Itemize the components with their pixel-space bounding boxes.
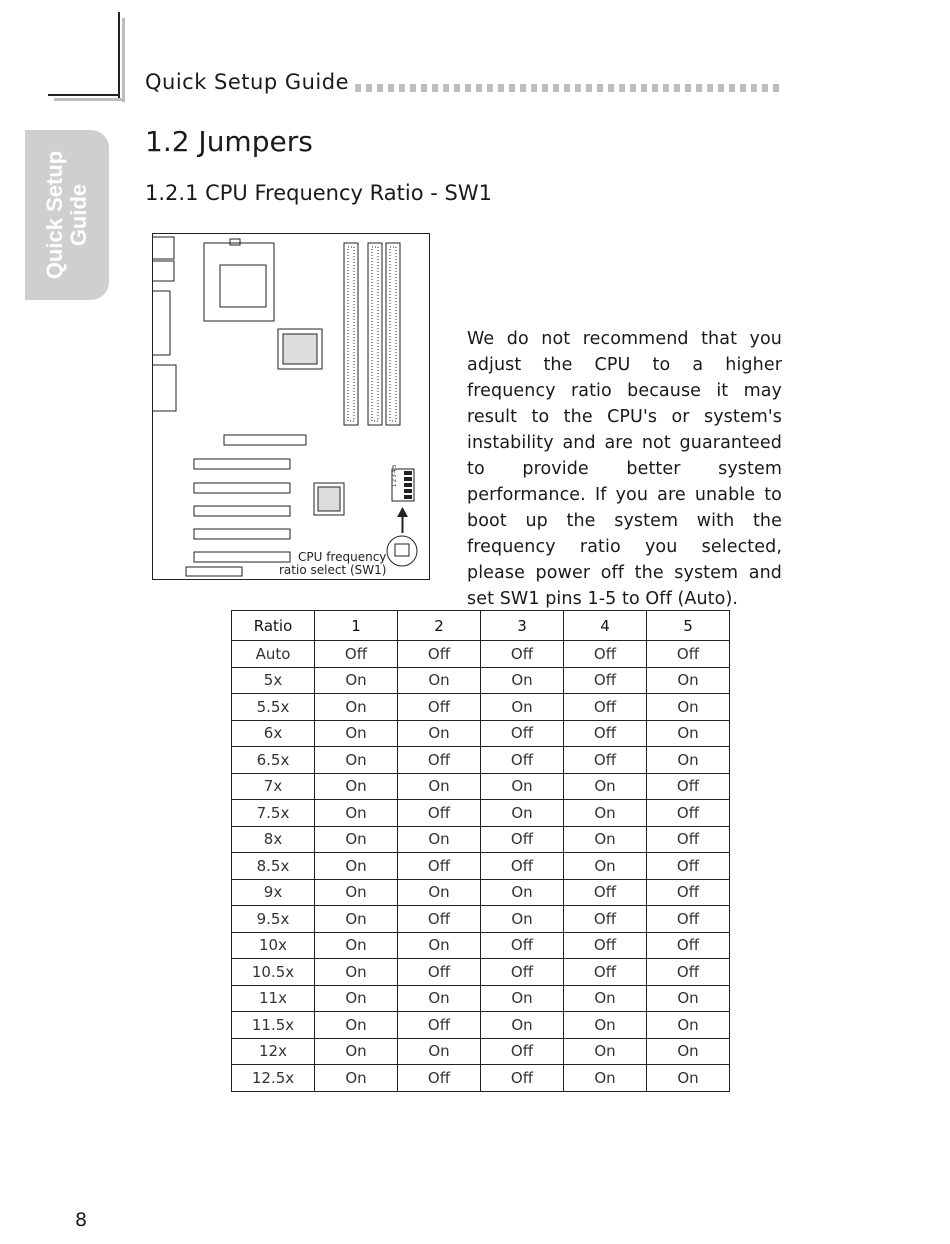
table-row bbox=[232, 906, 730, 933]
table-row bbox=[232, 773, 730, 800]
pin-state-cell: Off bbox=[564, 641, 647, 668]
page-number: 8 bbox=[75, 1209, 88, 1231]
table-row bbox=[232, 932, 730, 959]
pin-state-cell: On bbox=[315, 906, 398, 933]
ratio-cell: 8x bbox=[232, 826, 315, 853]
pin-state-cell: On bbox=[481, 906, 564, 933]
side-tab-label: Quick Setup Guide bbox=[42, 150, 91, 280]
pin-state-cell: On bbox=[481, 985, 564, 1012]
pin-state-cell: Off bbox=[481, 853, 564, 880]
pin-state-cell: Off bbox=[398, 1012, 481, 1039]
ratio-cell: 11.5x bbox=[232, 1012, 315, 1039]
motherboard-diagram bbox=[152, 233, 430, 580]
pin-state-cell: Off bbox=[647, 800, 730, 827]
ratio-cell: 10.5x bbox=[232, 959, 315, 986]
pin-state-cell: On bbox=[481, 694, 564, 721]
cpu-ratio-table bbox=[231, 610, 730, 1092]
pin-state-cell: On bbox=[481, 879, 564, 906]
ratio-cell: 9.5x bbox=[232, 906, 315, 933]
table-row bbox=[232, 641, 730, 668]
pin-state-cell: On bbox=[398, 1038, 481, 1065]
pin-state-cell: Off bbox=[564, 694, 647, 721]
pin-state-cell: Off bbox=[398, 959, 481, 986]
pin-state-cell: Off bbox=[647, 773, 730, 800]
table-row bbox=[232, 879, 730, 906]
running-header: Quick Setup Guide bbox=[145, 70, 350, 94]
table-row bbox=[232, 667, 730, 694]
pin-state-cell: On bbox=[647, 1038, 730, 1065]
header-pin-5: 5 bbox=[647, 611, 730, 641]
pin-state-cell: On bbox=[398, 667, 481, 694]
pin-state-cell: On bbox=[315, 1065, 398, 1092]
pin-state-cell: On bbox=[398, 932, 481, 959]
pin-state-cell: On bbox=[398, 879, 481, 906]
table-row bbox=[232, 1012, 730, 1039]
pin-state-cell: On bbox=[481, 1012, 564, 1039]
pin-state-cell: On bbox=[647, 1012, 730, 1039]
pin-state-cell: Off bbox=[564, 667, 647, 694]
pin-state-cell: On bbox=[315, 747, 398, 774]
pin-state-cell: On bbox=[315, 959, 398, 986]
pin-state-cell: Off bbox=[315, 641, 398, 668]
pin-state-cell: On bbox=[647, 985, 730, 1012]
ratio-cell: 8.5x bbox=[232, 853, 315, 880]
pin-state-cell: Off bbox=[398, 694, 481, 721]
pin-state-cell: On bbox=[564, 773, 647, 800]
table-header-row bbox=[232, 611, 730, 641]
pin-state-cell: Off bbox=[481, 932, 564, 959]
pin-state-cell: Off bbox=[481, 720, 564, 747]
pin-state-cell: On bbox=[564, 1065, 647, 1092]
pin-state-cell: Off bbox=[481, 1038, 564, 1065]
pin-state-cell: On bbox=[481, 800, 564, 827]
pin-state-cell: On bbox=[564, 853, 647, 880]
pin-state-cell: Off bbox=[481, 641, 564, 668]
pin-state-cell: On bbox=[398, 826, 481, 853]
pin-state-cell: On bbox=[315, 800, 398, 827]
pin-state-cell: Off bbox=[647, 641, 730, 668]
ratio-cell: 12.5x bbox=[232, 1065, 315, 1092]
ratio-cell: 10x bbox=[232, 932, 315, 959]
pin-state-cell: On bbox=[398, 985, 481, 1012]
pin-state-cell: Off bbox=[564, 720, 647, 747]
pin-state-cell: On bbox=[398, 773, 481, 800]
pin-state-cell: On bbox=[647, 694, 730, 721]
table-row bbox=[232, 694, 730, 721]
ratio-cell: 9x bbox=[232, 879, 315, 906]
pin-state-cell: Off bbox=[647, 932, 730, 959]
pin-state-cell: On bbox=[315, 720, 398, 747]
section-title: 1.2 Jumpers bbox=[145, 125, 313, 158]
pin-state-cell: Off bbox=[564, 932, 647, 959]
pin-state-cell: On bbox=[481, 773, 564, 800]
pin-state-cell: On bbox=[315, 932, 398, 959]
pin-state-cell: Off bbox=[481, 826, 564, 853]
pin-state-cell: On bbox=[315, 694, 398, 721]
subsection-title: 1.2.1 CPU Frequency Ratio - SW1 bbox=[145, 181, 492, 205]
pin-state-cell: On bbox=[315, 985, 398, 1012]
header-pin-4: 4 bbox=[564, 611, 647, 641]
table-row bbox=[232, 985, 730, 1012]
pin-state-cell: On bbox=[647, 720, 730, 747]
pin-state-cell: Off bbox=[398, 747, 481, 774]
callout-line-1: CPU frequency bbox=[298, 550, 387, 564]
pin-state-cell: Off bbox=[398, 906, 481, 933]
ratio-cell: 12x bbox=[232, 1038, 315, 1065]
pin-state-cell: On bbox=[564, 1038, 647, 1065]
dip-switch-numbers: 1 2 3 4 5 bbox=[392, 464, 398, 487]
pin-state-cell: On bbox=[315, 879, 398, 906]
pin-state-cell: Off bbox=[564, 747, 647, 774]
ratio-cell: 6x bbox=[232, 720, 315, 747]
pin-state-cell: On bbox=[564, 985, 647, 1012]
pin-state-cell: Off bbox=[398, 853, 481, 880]
pin-state-cell: On bbox=[564, 800, 647, 827]
pin-state-cell: Off bbox=[398, 800, 481, 827]
pin-state-cell: Off bbox=[647, 959, 730, 986]
ratio-cell: 5x bbox=[232, 667, 315, 694]
table-row bbox=[232, 853, 730, 880]
pin-state-cell: On bbox=[315, 1038, 398, 1065]
pin-state-cell: Off bbox=[647, 879, 730, 906]
table-row bbox=[232, 1038, 730, 1065]
pin-state-cell: On bbox=[315, 1012, 398, 1039]
ratio-cell: 11x bbox=[232, 985, 315, 1012]
pin-state-cell: On bbox=[647, 747, 730, 774]
header-pin-2: 2 bbox=[398, 611, 481, 641]
pin-state-cell: On bbox=[315, 773, 398, 800]
table-row bbox=[232, 800, 730, 827]
header-pin-1: 1 bbox=[315, 611, 398, 641]
pin-state-cell: On bbox=[398, 720, 481, 747]
table-row bbox=[232, 747, 730, 774]
header-dot-rule bbox=[355, 84, 780, 92]
pin-state-cell: Off bbox=[564, 959, 647, 986]
ratio-cell: 7.5x bbox=[232, 800, 315, 827]
pin-state-cell: On bbox=[647, 667, 730, 694]
pin-state-cell: Off bbox=[647, 906, 730, 933]
header-pin-3: 3 bbox=[481, 611, 564, 641]
ratio-cell: Auto bbox=[232, 641, 315, 668]
pin-state-cell: Off bbox=[647, 826, 730, 853]
pin-state-cell: On bbox=[315, 853, 398, 880]
pin-state-cell: Off bbox=[398, 1065, 481, 1092]
table-row bbox=[232, 959, 730, 986]
pin-state-cell: Off bbox=[481, 1065, 564, 1092]
pin-state-cell: Off bbox=[481, 747, 564, 774]
recommendation-paragraph: We do not recommend that you adjust the CPU to a higher frequency ratio because it may result to the CPU's or system's instability and are not guaranteed to provide better system performance. If you are unable to boot up the system with the frequency ratio you selected, please power off the system and set SW1 pins 1-5 to Off (Auto). bbox=[467, 329, 782, 609]
callout-line-2: ratio select (SW1) bbox=[279, 563, 387, 577]
ratio-cell: 7x bbox=[232, 773, 315, 800]
table-row bbox=[232, 720, 730, 747]
pin-state-cell: On bbox=[564, 826, 647, 853]
pin-state-cell: On bbox=[647, 1065, 730, 1092]
pin-state-cell: Off bbox=[481, 959, 564, 986]
pin-state-cell: On bbox=[315, 826, 398, 853]
pin-state-cell: Off bbox=[398, 641, 481, 668]
pin-state-cell: On bbox=[481, 667, 564, 694]
table-row bbox=[232, 1065, 730, 1092]
ratio-cell: 6.5x bbox=[232, 747, 315, 774]
pin-state-cell: On bbox=[315, 667, 398, 694]
table-row bbox=[232, 826, 730, 853]
pin-state-cell: On bbox=[564, 1012, 647, 1039]
pin-state-cell: Off bbox=[647, 853, 730, 880]
ratio-cell: 5.5x bbox=[232, 694, 315, 721]
pin-state-cell: Off bbox=[564, 906, 647, 933]
header-ratio: Ratio bbox=[232, 611, 315, 641]
pin-state-cell: Off bbox=[564, 879, 647, 906]
